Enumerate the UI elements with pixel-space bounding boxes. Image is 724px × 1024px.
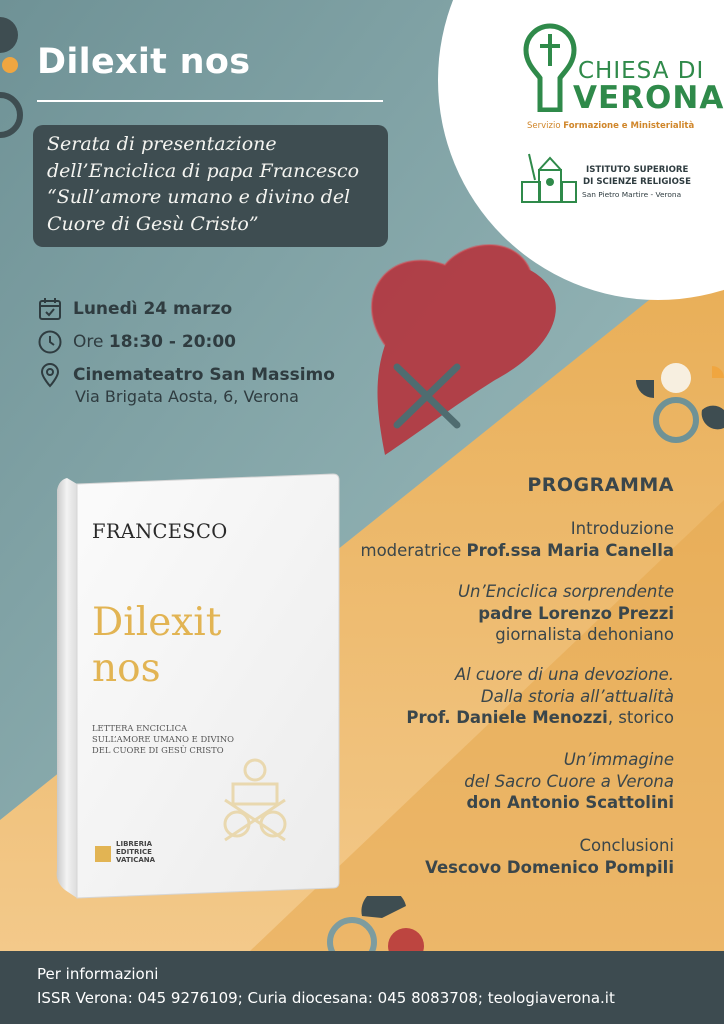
program-item: Un’Enciclica sorprendente padre Lorenzo Prezzi giornalista dehoniano (457, 582, 674, 644)
chiesa-verona-logo-icon (520, 22, 580, 112)
title-divider (37, 100, 383, 102)
subtitle-line: Serata di presentazione (47, 133, 277, 155)
page-title: Dilexit nos (37, 42, 251, 82)
event-date: Lunedì 24 marzo (73, 299, 233, 319)
event-time-row (37, 329, 236, 355)
program-item: Introduzione moderatrice Prof.ssa Maria Canella (360, 519, 674, 560)
book-title: Dilexit nos (92, 600, 222, 691)
event-time: 18:30 - 20:00 (108, 332, 236, 352)
issr-name-line1: ISTITUTO SUPERIORE (586, 165, 689, 175)
logo-servizio-text: Servizio Formazione e Ministerialità (527, 121, 695, 131)
subtitle-box (33, 125, 388, 247)
clock-icon (37, 329, 63, 355)
logo-verona-text: VERONA (573, 80, 724, 116)
subtitle-line: Cuore di Gesù Cristo” (47, 212, 259, 235)
logo-chiesa-text: CHIESA DI (578, 58, 705, 84)
program-item: Al cuore di una devozione. Dalla storia all’attualità Prof. Daniele Menozzi, storico (406, 665, 674, 727)
footer-bar (0, 951, 724, 1024)
program-item: Un’immagine del Sacro Cuore a Verona don Antonio Scattolini (464, 750, 674, 812)
decorative-dots-bottom (322, 896, 432, 951)
programma-heading: PROGRAMMA (527, 474, 674, 496)
event-venue-row (37, 362, 335, 388)
issr-name-line3: San Pietro Martire - Verona (582, 190, 682, 199)
time-prefix: Ore (73, 332, 104, 352)
book-author: FRANCESCO (92, 520, 228, 543)
subtitle-line: dell’Enciclica di papa Francesco (47, 159, 360, 182)
decorative-dots-right (632, 358, 724, 448)
book-publisher: LIBRERIA EDITRICE VATICANA (116, 840, 156, 864)
issr-emblem-icon (519, 150, 579, 206)
footer-contacts: ISSR Verona: 045 9276109; Curia diocesana: 045 8083708; teologiaverona.it (37, 989, 615, 1007)
heart-decoration (345, 235, 575, 465)
location-pin-icon (37, 362, 63, 388)
event-address: Via Brigata Aosta, 6, Verona (75, 387, 299, 406)
calendar-icon (37, 296, 63, 322)
issr-name-line2: DI SCIENZE RELIGIOSE (583, 177, 691, 187)
subtitle-line: “Sull’amore umano e divino del (47, 186, 351, 208)
decorative-dots-left (0, 15, 30, 140)
event-date-row (37, 296, 232, 322)
book-subtitle: LETTERA ENCICLICA SULL’AMORE UMANO E DIVINO DEL CUORE DI GESÙ CRISTO (92, 723, 235, 755)
program-item: Conclusioni Vescovo Domenico Pompili (425, 836, 674, 877)
footer-info-label: Per informazioni (37, 965, 159, 983)
event-venue: Cinemateatro San Massimo (73, 365, 335, 385)
